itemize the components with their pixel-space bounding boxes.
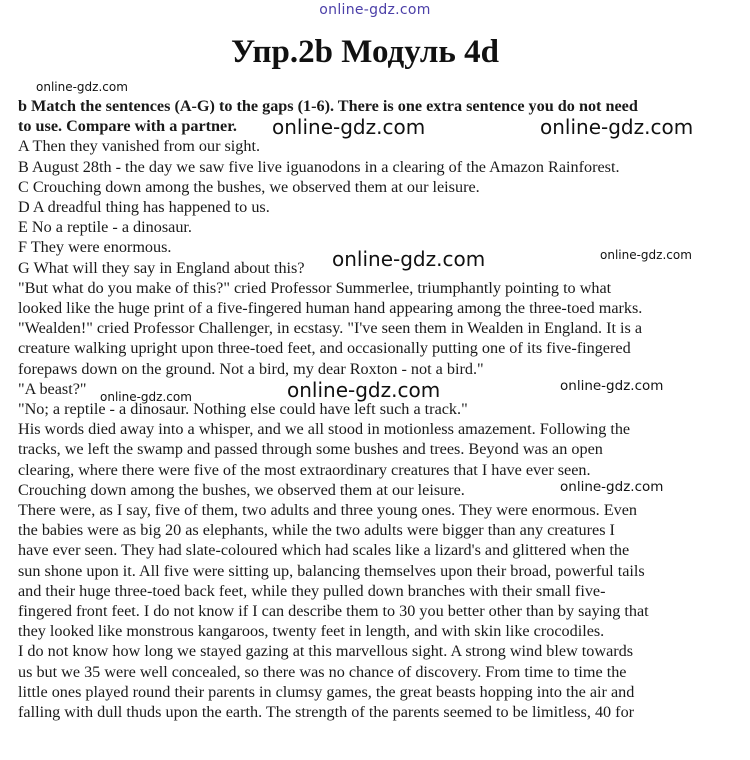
option-a: A Then they vanished from our sight.	[18, 137, 261, 156]
watermark: online-gdz.com	[272, 115, 426, 139]
text-line: sun shone upon it. All five were sitting up, balancing themselves upon their broad, powerful tails	[18, 561, 645, 580]
text-line: forepaws down on the ground. Not a bird, my dear Roxton - not a bird."	[18, 359, 484, 378]
text-line: "A beast?"	[18, 379, 87, 398]
option-g: G What will they say in England about this?	[18, 258, 305, 277]
watermark: online-gdz.com	[560, 479, 664, 495]
text-line: falling with dull thuds upon the earth. The strength of the parents seemed to be limitless, 40 for	[18, 703, 635, 722]
text-line: they looked like monstrous kangaroos, twenty feet in length, and with skin like crocodiles.	[18, 622, 605, 641]
text-line: "But what do you make of this?" cried Professor Summerlee, triumphantly pointing to what	[18, 278, 612, 297]
text-line: "Wealden!" cried Professor Challenger, in ecstasy. "I've seen them in Wealden in England. It is a	[18, 319, 643, 338]
text-line: fingered front feet. I do not know if I can describe them to 30 you better other than by saying that	[18, 602, 649, 621]
watermark: online-gdz.com	[540, 115, 694, 139]
watermark: online-gdz.com	[100, 390, 192, 404]
page-title: Упр.2b Модуль 4d	[231, 34, 499, 70]
text-line: the babies were as big 20 as elephants, while the two adults were bigger than any creatures I	[18, 521, 615, 540]
text-line: creature walking upright upon three-toed feet, and occasionally putting one of its five-fingered	[18, 339, 631, 358]
option-e: E No a reptile - a dinosaur.	[18, 218, 192, 237]
text-line: clearing, where there were five of the most extraordinary creatures that I have ever seen.	[18, 460, 591, 479]
text-line: looked like the huge print of a five-fingered human hand appearing among the three-toed marks.	[18, 299, 643, 318]
task-instruction-line: to use. Compare with a partner.	[18, 117, 237, 136]
watermark: online-gdz.com	[287, 378, 441, 402]
text-line: little ones played round their parents in clumsy games, the great beasts hopping into the air and	[18, 682, 635, 701]
watermark: online-gdz.com	[36, 80, 128, 94]
watermark: online-gdz.com	[332, 247, 486, 271]
text-line: tracks, we left the swamp and passed through some bushes and trees. Beyond was an open	[18, 440, 603, 459]
watermark: online-gdz.com	[600, 248, 692, 262]
task-instruction-line: b Match the sentences (A-G) to the gaps (1-6). There is one extra sentence you do not need	[18, 97, 638, 115]
text-line: us but we 35 were well concealed, so there was no chance of discovery. From time to time the	[18, 662, 627, 681]
text-line: There were, as I say, five of them, two adults and three young ones. They were enormous. Even	[18, 501, 637, 520]
text-line: Crouching down among the bushes, we observed them at our leisure.	[18, 480, 465, 499]
option-b: B August 28th - the day we saw five live iguanodons in a clearing of the Amazon Rainforest.	[18, 157, 620, 176]
exercise-text	[18, 96, 730, 722]
option-f: F They were enormous.	[18, 238, 172, 257]
text-line: "No; a reptile - a dinosaur. Nothing else could have left such a track."	[18, 400, 468, 419]
watermark: online-gdz.com	[560, 378, 664, 394]
option-d: D A dreadful thing has happened to us.	[18, 198, 270, 217]
site-header-link[interactable]: online-gdz.com	[319, 2, 431, 18]
text-line: have ever seen. They had slate-coloured which had scales like a lizard's and glittered when the	[18, 541, 630, 560]
text-line: and their huge three-toed back feet, while they pulled down branches with their small five-	[18, 581, 606, 600]
text-line: I do not know how long we stayed gazing at this marvellous sight. A strong wind blew towards	[18, 642, 634, 661]
text-line: His words died away into a whisper, and we all stood in motionless amazement. Following the	[18, 420, 631, 439]
option-c: C Crouching down among the bushes, we observed them at our leisure.	[18, 177, 480, 196]
